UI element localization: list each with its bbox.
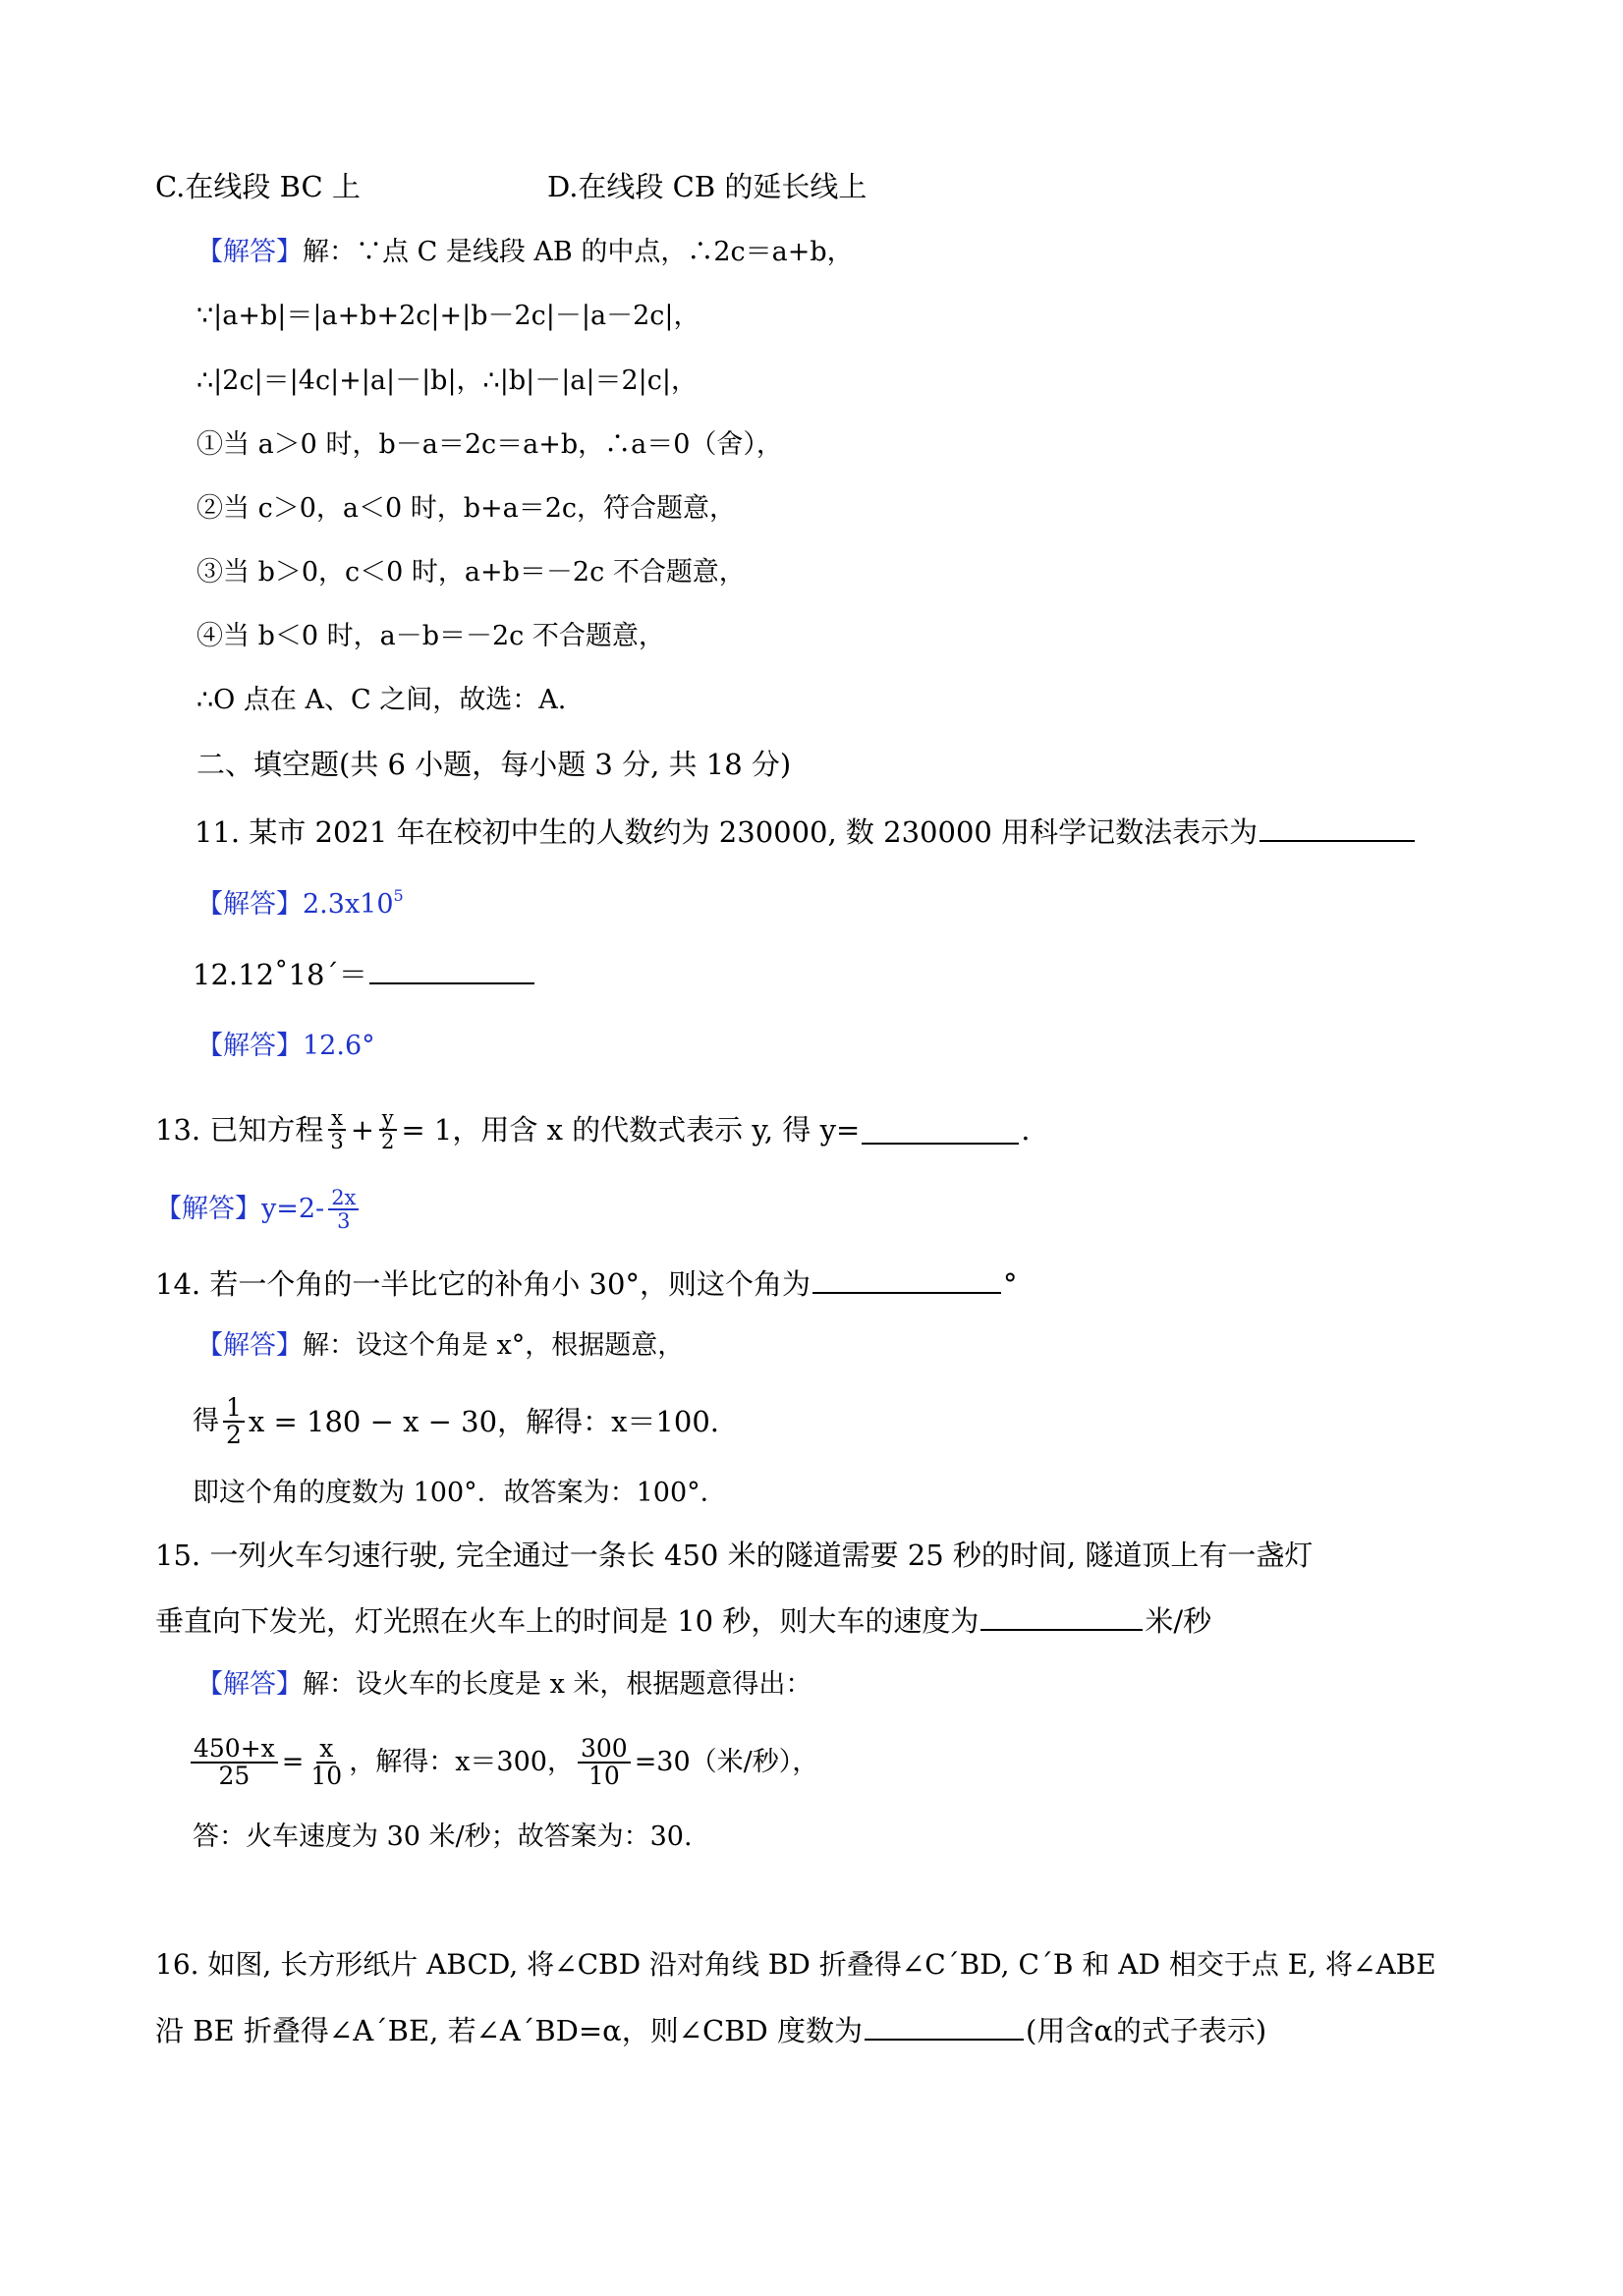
- fraction: $\frac{x}{10}$: [310, 1733, 343, 1790]
- answer-label: 【解答】: [196, 889, 303, 920]
- q10-solution-line-6: ③当 b＞0，c＜0 时，a+b＝－2c 不合题意，: [196, 557, 746, 588]
- answer-blank: [862, 1115, 1019, 1145]
- q15-solution-line-3: 答：火车速度为 30 米/秒；故答案为：30.: [193, 1821, 693, 1852]
- question-13: 13. 已知方程 $\frac{x}{3}$ + $\frac{y}{2}$ = 1，用含 x 的代数式表示 y, 得 y= .: [155, 1105, 1031, 1153]
- q11-answer: 【解答】$2.3x10^5$: [196, 886, 404, 920]
- q10-solution-line-1: 【解答】解：∵点 C 是线段 AB 的中点，∴2c＝a+b，: [196, 237, 854, 267]
- fraction: $\frac{300}{10}$: [578, 1736, 631, 1790]
- answer-blank: [865, 2009, 1024, 2041]
- answer-label: 【解答】: [155, 1194, 261, 1224]
- fraction: $\frac{2x}{3}$: [328, 1187, 359, 1232]
- question-15-line-1: 15. 一列火车匀速行驶, 完全通过一条长 450 米的隧道需要 25 秒的时间, 隧道顶上有一盏灯: [155, 1539, 1314, 1572]
- fraction: $\frac{450+x}{25}$: [191, 1736, 278, 1790]
- q10-solution-line-2: ∵|a+b|＝|a+b+2c|+|b－2c|－|a－2c|，: [196, 301, 700, 331]
- question-16-line-1: 16. 如图, 长方形纸片 ABCD, 将∠CBD 沿对角线 BD 折叠得∠CˊBD, CˊB 和 AD 相交于点 E, 将∠ABE: [155, 1948, 1436, 1981]
- q10-solution-line-3: ∴|2c|＝|4c|+|a|－|b|，∴|b|－|a|＝2|c|，: [196, 365, 698, 396]
- answer-label: 【解答】: [196, 1031, 303, 1061]
- question-15-line-2: 垂直向下发光，灯光照在火车上的时间是 10 秒，则大车的速度为 米/秒: [155, 1599, 1211, 1641]
- answer-blank: [1259, 811, 1415, 842]
- q10-solution-line-7: ④当 b＜0 时，a－b＝－2c 不合题意，: [196, 621, 665, 651]
- q13-answer: 【解答】 y=2- $\frac{2x}{3}$: [155, 1179, 363, 1240]
- q14-solution-line-2: 得 $\frac{1}{2}$ x = 180 − x − 30，解得：x＝100.: [193, 1392, 720, 1449]
- fraction: $\frac{1}{2}$: [223, 1395, 245, 1449]
- q14-solution-line-1: 【解答】解：设这个角是 x°，根据题意，: [196, 1330, 685, 1361]
- q14-solution-line-3: 即这个角的度数为 100°．故答案为：100°．: [193, 1478, 727, 1508]
- answer-blank: [812, 1262, 1001, 1294]
- q10-solution-line-5: ②当 c＞0，a＜0 时，b+a＝2c，符合题意，: [196, 493, 737, 524]
- q15-solution-line-2: $\frac{450+x}{25}$ = $\frac{x}{10}$ ，解得：x＝300， $\frac{300}{10}$ =30（米/秒），: [187, 1724, 818, 1801]
- question-16-line-2: 沿 BE 折叠得∠AˊBE, 若∠AˊBD=α，则∠CBD 度数为 (用含α的式子表示): [155, 2009, 1266, 2050]
- q12-answer: 【解答】12.6°: [196, 1031, 375, 1061]
- q15-solution-line-1: 【解答】解：设火车的长度是 x 米，根据题意得出：: [196, 1669, 812, 1700]
- fraction: $\frac{y}{2}$: [378, 1107, 397, 1152]
- fraction: $\frac{x}{3}$: [327, 1107, 346, 1152]
- answer-blank: [980, 1599, 1143, 1631]
- section-title: 二、填空题(共 6 小题，每小题 3 分, 共 18 分): [196, 748, 792, 781]
- answer-label: 【解答】: [196, 1330, 303, 1361]
- answer-label: 【解答】: [196, 237, 303, 267]
- q10-solution-line-8: ∴O 点在 A、C 之间，故选：A.: [196, 685, 567, 715]
- option-c: C.在线段 BC 上: [155, 170, 361, 203]
- question-11: 11. 某市 2021 年在校初中生的人数约为 230000, 数 230000 用科学记数法表示为: [195, 811, 1417, 852]
- question-14: 14. 若一个角的一半比它的补角小 30°，则这个角为 °: [155, 1262, 1017, 1304]
- option-d: D.在线段 CB 的延长线上: [547, 170, 867, 203]
- question-12: 12.12˚18ˊ＝: [193, 953, 536, 994]
- answer-label: 【解答】: [196, 1669, 303, 1700]
- answer-blank: [369, 953, 534, 984]
- q10-solution-line-4: ①当 a＞0 时，b－a＝2c＝a+b，∴a＝0（舍），: [196, 429, 783, 460]
